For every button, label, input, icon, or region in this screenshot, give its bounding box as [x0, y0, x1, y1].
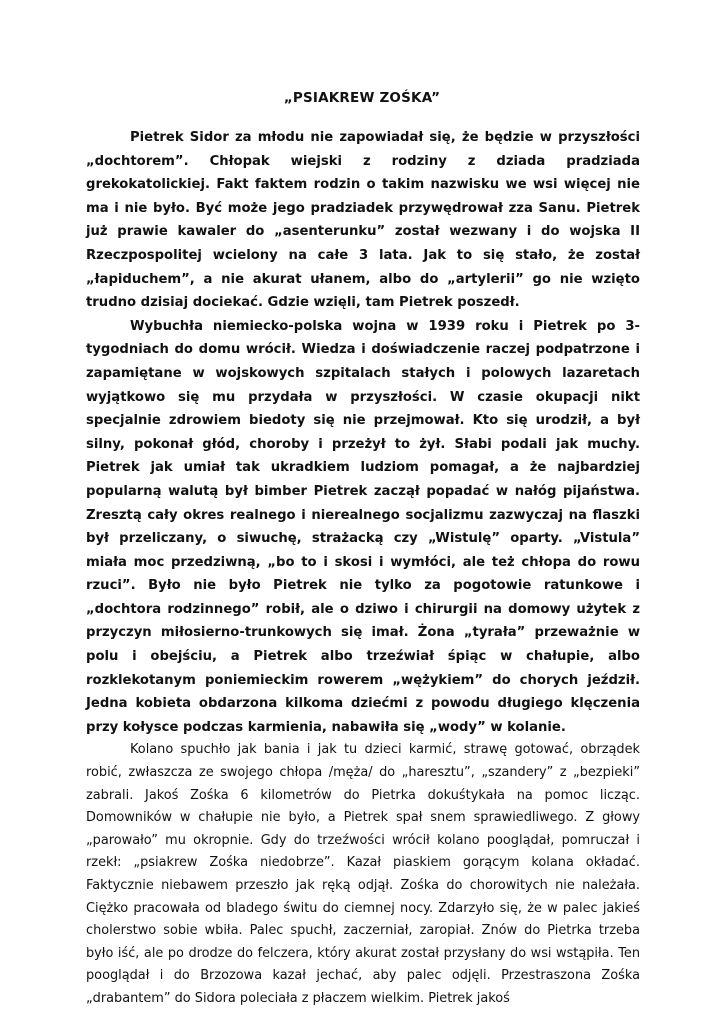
paragraph-3: Kolano spuchło jak bania i jak tu dzieci karmić, strawę gotować, obrządek robić, zwłaszcza ze swojego chłopa /męża/ do „haresztu”, „szandery” z „bezpieki” zabrali. Jakoś Zośka 6 kilometrów do Pietrka dokuśtykała na pomoc licząc. Domowników w chałupie nie było, a Pietrek spał snem sprawiedliwego. Z głowy „parowało” mu okropnie. Gdy do trzeźwości wrócił kolano pooglądał, pomruczał i rzekł: „psiakrew Zośka niedobrze”. Kazał piaskiem gorącym kolana okładać. Faktycznie niebawem przeszło jak ręką odjął. Zośka do chorowitych nie należała. Ciężko pracowała od bladego świtu do ciemnej nocy. Zdarzyło się, że w palec jakieś cholerstwo sobie wbiła. Palec spuchł, zaczerniał, zaropiał. Znów do Pietrka trzeba było iść, ale po drodze do felczera, który akurat został przysłany do wsi wstąpiła. Ten pooglądał i do Brzozowa kazał jechać, aby palec odjęli. Przestraszona Zośka „drabantem” do Sidora poleciała z płaczem wielkim. Pietrek jakoś — [86, 742, 640, 1006]
document-body — [86, 126, 640, 1011]
paragraph-2: Wybuchła niemiecko-polska wojna w 1939 roku i Pietrek po 3-tygodniach do domu wrócił. Wiedza i doświadczenie raczej podpatrzone i zapamiętane w wojskowych szpitalach stałych i polowych lazaretach wyjątkowo się mu przydała w przyszłości. W czasie okupacji nikt specjalnie zdrowiem biedoty się nie przejmował. Kto się urodził, a był silny, pokonał głód, choroby i przeżył to żył. Słabi podali jak muchy. Pietrek jak umiał tak ukradkiem ludziom pomagał, a że najbardziej popularną walutą był bimber Pietrek zaczął popadać w nałóg pijaństwa. Zresztą cały okres realnego i nierealnego socjalizmu zazwyczaj na flaszki był przeliczany, o siwuchę, strażacką czy „Wistulę” oparty. „Vistula” miała moc przedziwną, „bo to i skosi i wymłóci, ale też chłopa do rowu rzuci”. Było nie było Pietrek nie tylko za pogotowie ratunkowe i „dochtora rodzinnego” robił, ale o dziwo i chirurgii na domowy użytek z przyczyn miłosierno-trunkowych się imał. Żona „tyrała” przeważnie w polu i obejściu, a Pietrek albo trzeźwiał śpiąc w chałupie, albo rozklekotanym poniemieckim rowerem „wężykiem” do chorych jeździł. Jedna kobieta obdarzona kilkoma dziećmi z powodu długiego klęczenia przy kołysce podczas karmienia, nabawiła się „wody” w kolanie. — [86, 318, 640, 735]
document-title: „PSIAKREW ZOŚKA” — [283, 90, 441, 106]
paragraph-1: Pietrek Sidor za młodu nie zapowiadał się, że będzie w przyszłości „dochtorem”. Chłopak wiejski z rodziny z dziada pradziada grekokatolickiej. Fakt faktem rodzin o takim nazwisku we wsi więcej nie ma i nie było. Być może jego pradziadek przywędrował zza Sanu. Pietrek już prawie kawaler do „asenterunku” został wezwany i do wojska II Rzeczpospolitej wcielony na całe 3 lata. Jak to się stało, że został „łapiduchem”, a nie akurat ułanem, albo do „artylerii” go nie wzięto trudno dzisiaj dociekać. Gdzie wzięli, tam Pietrek poszedł. — [86, 130, 640, 311]
